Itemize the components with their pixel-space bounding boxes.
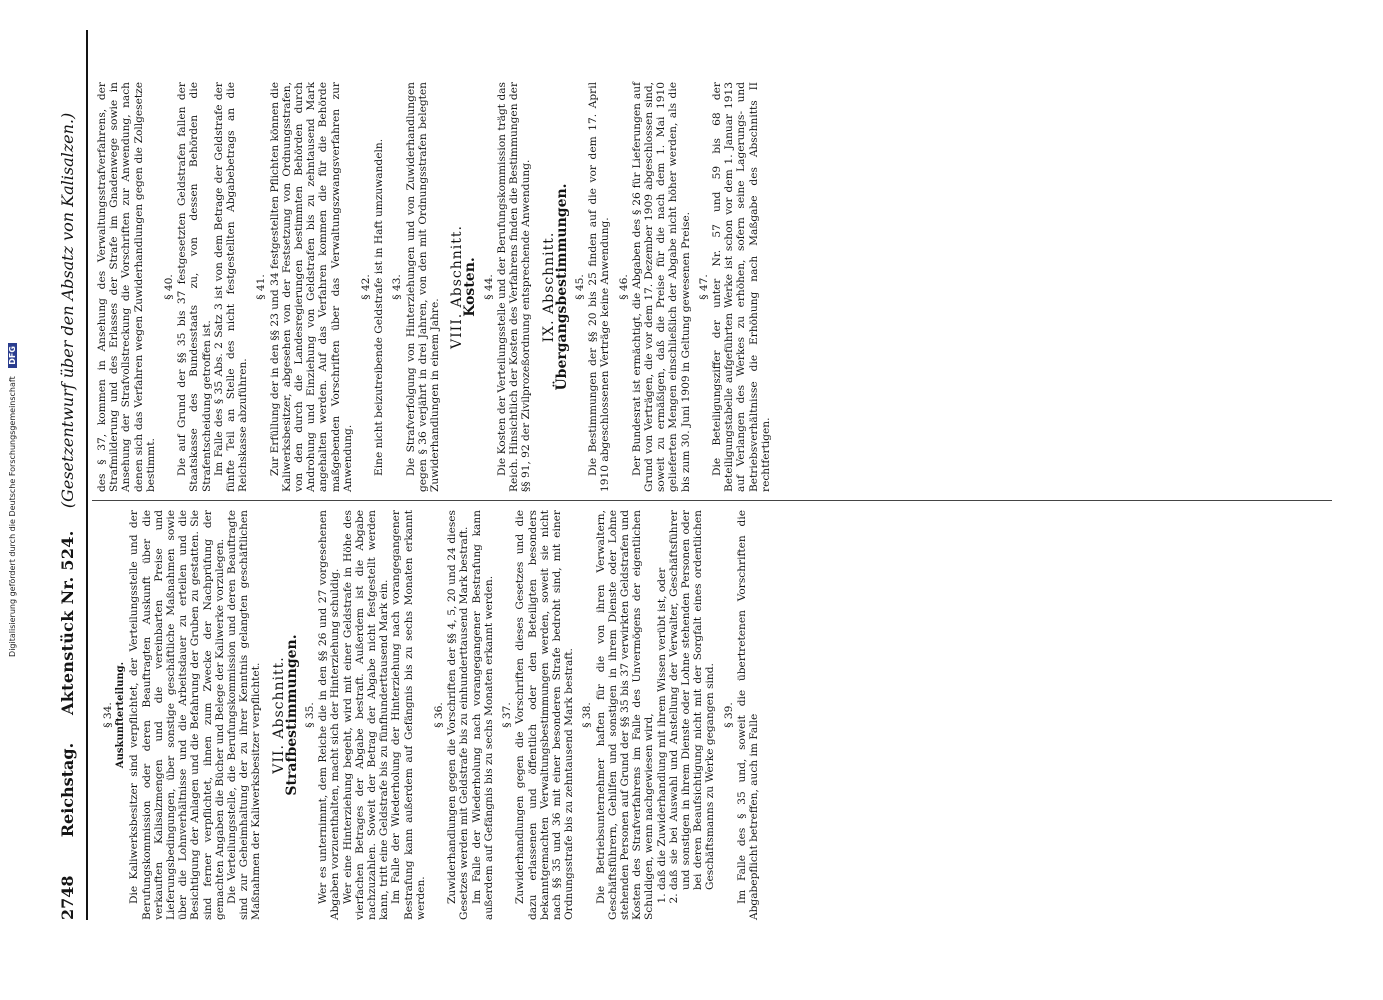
digitization-note [8, 0, 20, 1000]
section-44-heading: § 44. [482, 274, 495, 300]
section-35-heading: § 35. [304, 702, 317, 728]
paragraph: Im Falle des § 35 Abs. 2 Satz 3 ist von dem Betrage der Geldstrafe der fünfte Teil an Stelle des nicht festgestellten Abgabebetrags an die Reichskasse abzuführen. [212, 82, 250, 492]
paragraph: Zuwiderhandlungen gegen die Vorschriften dieses Gesetzes und die dazu erlassenen und öffentlich oder den Beteiligten besonders bekanntgemachten Verwaltungsbestimmungen werden, soweit sie nicht nach §§ 35 und 36 mit einer besonderen Strafe bedroht sind, mit einer Ordnungsstrafe bis zu zehntausend Mark bestraft. [514, 510, 576, 920]
section-34-subtitle: Auskunfterteilung. [115, 661, 127, 769]
paragraph: Wer es unternimmt, dem Reiche die in den §§ 26 und 27 vorgesehenen Abgaben vorzuenthalten, macht sich der Hinterziehung schuldig. [317, 510, 342, 920]
chapter-9-title: Übergangsbestimmungen. [553, 183, 570, 391]
section-43-heading: § 43. [391, 274, 404, 300]
paragraph: Im Falle der Wiederholung nach vorangegangener Bestrafung kann außerdem auf Gefängnis bis zu sechs Monaten erkannt werden. [470, 510, 495, 920]
section-39-heading: § 39. [722, 702, 735, 728]
section-38-heading: § 38. [581, 702, 594, 728]
chapter-8-heading: VIII. Abschnitt. [449, 225, 466, 349]
left-column [96, 510, 760, 920]
section-36-heading: § 36. [433, 702, 446, 728]
paragraph: Wer eine Hinterziehung begeht, wird mit einer Geldstrafe in Höhe des vierfachen Betrages der Abgabe bestraft. Außerdem ist die Abgabe nachzuzahlen. Soweit der Betrag der Abgabe nicht festgestellt werden kann, tritt eine Geldstrafe bis zu fünfhunderttausend Mark ein. [341, 510, 391, 920]
list-item: 2. daß sie bei Auswahl und Anstellung der Verwalter, Geschäftsführer und sonstigen in ihrem Dienste oder Lohne stehenden Personen oder bei deren Beaufsichtigung nicht mit der Sorgfalt eines ordentlichen Geschäftsmanns zu Werke gegangen sind. [668, 510, 717, 890]
digitization-text: Digitalisierung gefördert durch die Deutsche Forschungsgemeinschaft [8, 376, 17, 657]
page-header [58, 30, 84, 920]
law-title: (Gesetzentwurf über den Absatz von Kalisalzen.) [58, 112, 77, 509]
paragraph: Zur Erfüllung der in den §§ 23 und 34 festgestellten Pflichten können die Kaliwerksbesitzer, abgesehen von der Festsetzung von Ordnungsstrafen, von den durch die Landesregierungen bestimmten Behörden durch Androhung und Einziehung von Geldstrafen bis zu zehntausend Mark angehalten werden. Auf das Verfahren kommen die für die Behörde maßgebenden Vorschriften über das Verwaltungszwangsverfahren zur Anwendung. [268, 82, 354, 492]
section-40-heading: § 40. [163, 274, 176, 300]
document-number: Aktenstück Nr. 524. [58, 530, 77, 715]
paragraph: Im Falle des § 35 und, soweit die übertretenen Vorschriften die Abgabepflicht betreffen, auch im Falle [735, 510, 760, 920]
paragraph: des § 37, kommen in Ansehung des Verwaltungsstrafverfahrens, der Strafmilderung und des Erlasses der Strafe im Gnadenwege sowie in Ansehung der Strafvollstreckung die Vorschriften zur Anwendung, nach denen sich das Verfahren wegen Zuwiderhandlungen gegen die Zollgesetze bestimmt. [96, 82, 157, 492]
section-46-heading: § 46. [617, 274, 630, 300]
paragraph: Die Kaliwerksbesitzer sind verpflichtet, der Verteilungsstelle und der Berufungskommission oder deren Beauftragten Auskunft über die verkauften Kalisalzmengen und die vereinbarten Preise und Lieferungsbedingungen, über sonstige geschäftliche Maßnahmen sowie über die Lohnverhältnisse und die Arbeitsdauer zu erteilen und die Besichtigung der Anlagen und die Befahrung der Gruben zu gestatten. Sie sind ferner verpflichtet, ihnen zum Zwecke der Nachprüfung der gemachten Angaben die Bücher und Belege der Kaliwerke vorzulegen. [128, 510, 226, 920]
running-title [58, 30, 77, 920]
paragraph: Die Strafverfolgung von Hinterziehungen und von Zuwiderhandlungen gegen § 36 verjährt in drei Jahren, von den mit Ordnungsstrafen belegten Zuwiderhandlungen in einem Jahre. [404, 82, 442, 492]
body-name: Reichstag. [58, 742, 77, 838]
paragraph: Eine nicht beizutreibende Geldstrafe ist in Haft umzuwandeln. [373, 138, 386, 476]
page-number: 2748 [58, 875, 77, 920]
paragraph: Die Kosten der Verteilungsstelle und der Berufungskommission trägt das Reich. Hinsichtlich der Kosten des Verfahrens finden die Bestimmungen der §§ 91, 92 der Zivilprozeßordnung entsprechende Anwendung. [495, 81, 533, 492]
section-42-heading: § 42. [360, 274, 373, 300]
chapter-7-title: Strafbestimmungen. [283, 634, 300, 796]
paragraph: Die Betriebsunternehmer haften für die von ihren Verwaltern, Geschäftsführern, Gehilfen und sonstigen in ihrem Dienste oder Lohne stehenden Personen auf Grund der §§ 35 bis 37 verwirkten Geldstrafen und Kosten des Strafverfahrens im Falle des Unvermögens der eigentlichen Schuldigen, wenn nachgewiesen wird, [594, 510, 656, 920]
section-45-heading: § 45. [573, 274, 586, 300]
paragraph: Die Beteiligungsziffer der unter Nr. 57 und 59 bis 68 der Beteiligungstabelle aufgeführten Werke ist schon vor dem 1. Januar 1913 auf Verlangen des Werkes zu erhöhen, sofern seine Lagerungs- und Betriebsverhältnisse die Erhöhung nach Maßgabe des Abschnitts II rechtfertigen. [710, 82, 772, 492]
paragraph: Im Falle der Wiederholung der Hinterziehung nach vorangegangener Bestrafung kann außerdem auf Gefängnis bis zu sechs Monaten erkannt werden. [390, 510, 427, 920]
section-37-heading: § 37. [501, 702, 514, 728]
chapter-7-heading: VII. Abschnitt. [270, 656, 287, 774]
paragraph: Die Verteilungsstelle, die Berufungskommission und deren Beauftragte sind zur Geheimhaltung der zu ihrer Kenntnis gelangten geschäftlichen Maßnahmen der Kaliwerksbesitzer verpflichtet. [226, 510, 263, 920]
section-47-heading: § 47. [697, 274, 710, 300]
chapter-8-title: Kosten. [462, 257, 479, 317]
paragraph: Der Bundesrat ist ermächtigt, die Abgaben des § 26 für Lieferungen auf Grund von Verträgen, die vor dem 17. Dezember 1909 abgeschlossen sind, soweit zu ermäßigen, daß die Preise für die nach dem 1. Mai 1910 gelieferten Mengen einschließlich der Abgabe nicht höher werden, als die bis zum 30. Juni 1909 in Geltung gewesenen Preise. [630, 82, 692, 492]
dfg-logo: DFG [8, 343, 17, 368]
header-rule [86, 30, 88, 920]
right-column [96, 82, 772, 492]
paragraph: Die auf Grund der §§ 35 bis 37 festgesetzten Geldstrafen fallen der Staatskasse des Bundesstaats zu, von dessen Behörden die Strafentscheidung getroffen ist. [176, 82, 213, 492]
section-41-heading: § 41. [255, 274, 268, 300]
section-34-heading: § 34. [102, 702, 114, 728]
column-divider [92, 500, 1332, 501]
list-item: 1. daß die Zuwiderhandlung mit ihrem Wissen verübt ist, oder [656, 510, 668, 890]
paragraph: Zuwiderhandlungen gegen die Vorschriften der §§ 4, 5, 20 und 24 dieses Gesetzes werden mit Geldstrafe bis zu einhunderttausend Mark bestraft. [446, 510, 471, 920]
chapter-9-heading: IX. Abschnitt. [540, 231, 557, 343]
paragraph: Die Bestimmungen der §§ 20 bis 25 finden auf die vor dem 17. April 1910 abgeschlossenen Verträge keine Anwendung. [587, 82, 612, 492]
section-38-list [656, 510, 717, 920]
